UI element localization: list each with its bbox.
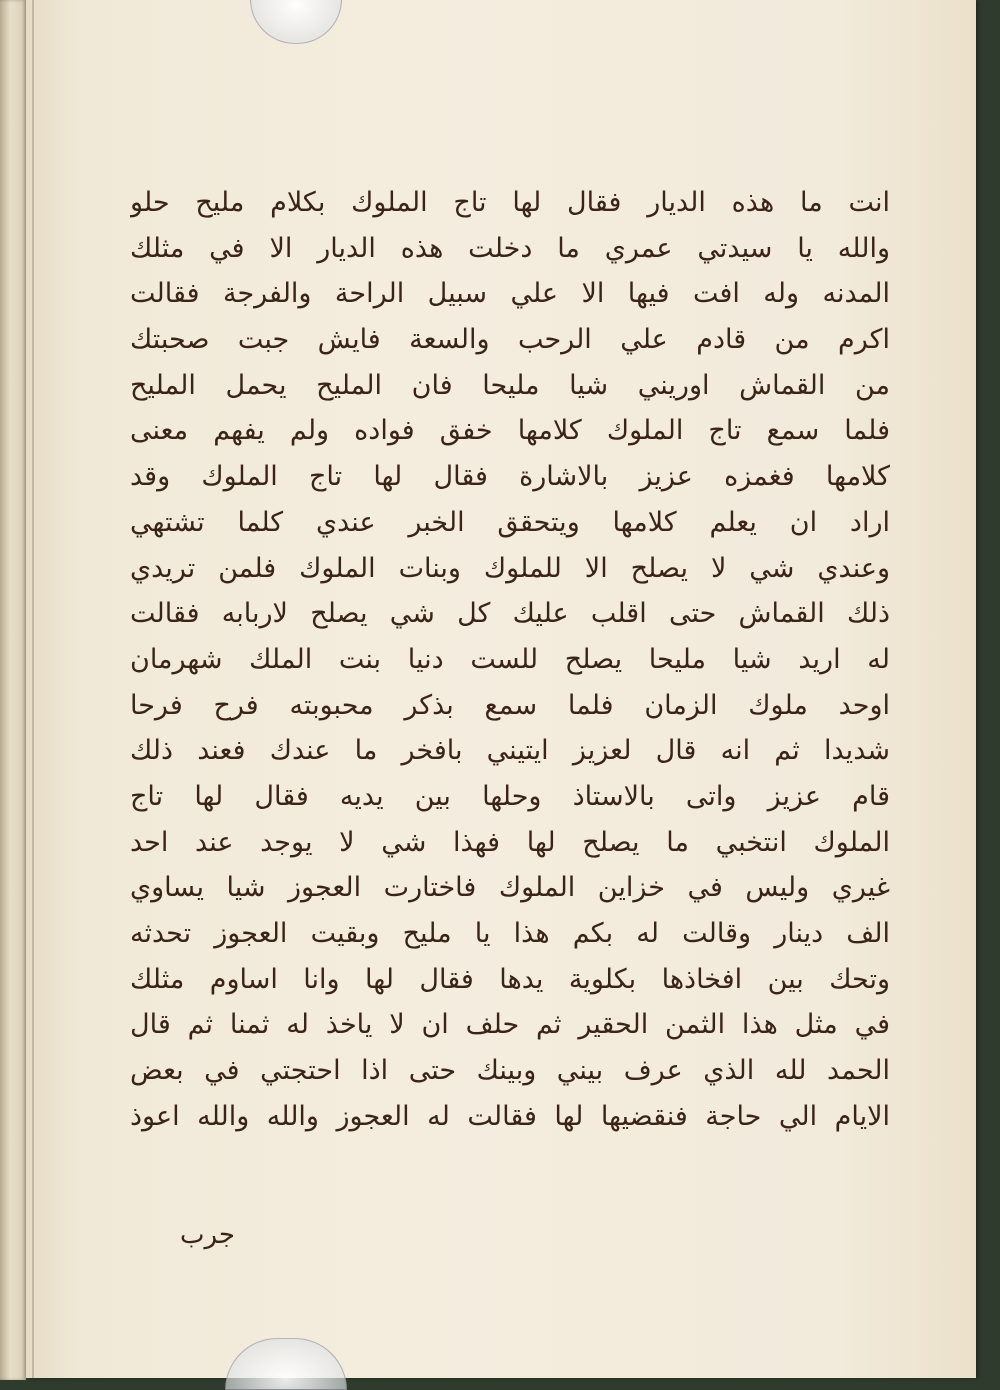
- text-line-2: والله يا سيدتي عمري ما دخلت هذه الديار الا في مثلك: [130, 232, 890, 264]
- text-line-15: الملوك انتخبي ما يصلح لها فهذا شي لا يوجد عند احد: [130, 826, 890, 858]
- text-line-20: الحمد لله الذي عرف بيني وبينك حتى اذا احتجتي في بعض: [130, 1055, 890, 1087]
- text-line-1: انت ما هذه الديار فقال لها تاج الملوك بكلام مليح حلو: [130, 187, 890, 218]
- text-line-7: كلامها فغمزه عزيز بالاشارة فقال لها تاج الملوك وقد: [130, 461, 890, 493]
- text-line-17: الف دينار وقالت له بكم هذا يا مليح وبقيت العجوز تحدثه: [130, 918, 890, 949]
- text-line-4: اكرم من قادم علي الرحب والسعة فايش جبت صحبتك: [130, 324, 890, 356]
- text-line-14: قام عزيز واتى بالاستاذ وحلها بين يديه فقال لها تاج: [130, 780, 890, 812]
- text-line-13: شديدا ثم انه قال لعزيز ايتيني بافخر ما عندك فعند ذلك: [130, 735, 890, 767]
- page-gutter: [32, 0, 34, 1378]
- text-line-11: له اريد شيا مليحا يصلح للست دنيا بنت الملك شهرمان: [130, 643, 890, 675]
- text-line-5: من القماش اوريني شيا مليحا فان المليح يحمل المليح: [130, 369, 890, 401]
- text-line-16: غيري وليس في خزاين الملوك فاختارت العجوز شيا يساوي: [130, 872, 890, 904]
- facing-page-edge: [0, 0, 26, 1380]
- text-line-6: فلما سمع تاج الملوك كلامها خفق فواده ولم يفهم معنى: [130, 415, 890, 447]
- text-line-9: وعندي شي لا يصلح الا للملوك وبنات الملوك فلمن تريدي: [130, 552, 890, 584]
- text-line-12: اوحد ملوك الزمان فلما سمع بذكر محبوبته فرح فرحا: [130, 689, 890, 721]
- text-line-18: وتحك بين افخاذها بكلوية يدها فقال لها وانا اساوم مثلك: [130, 963, 890, 995]
- text-line-3: المدنه وله افت فيها الا علي سبيل الراحة والفرجة فقالت: [130, 278, 890, 310]
- catchword: جرب: [180, 1220, 235, 1250]
- text-line-21: الايام الي حاجة فنقضيها لها فقالت له العجوز والله والله اعوذ: [130, 1100, 890, 1132]
- manuscript-text-block: [130, 180, 890, 1139]
- text-line-8: اراد ان يعلم كلامها ويتحقق الخبر عندي كلما تشتهي: [130, 506, 890, 538]
- text-line-10: ذلك القماش حتى اقلب عليك كل شي يصلح لاربابه فقالت: [130, 598, 890, 630]
- text-line-19: في مثل هذا الثمن الحقير ثم حلف ان لا ياخذ له ثمنا ثم قال: [130, 1009, 890, 1041]
